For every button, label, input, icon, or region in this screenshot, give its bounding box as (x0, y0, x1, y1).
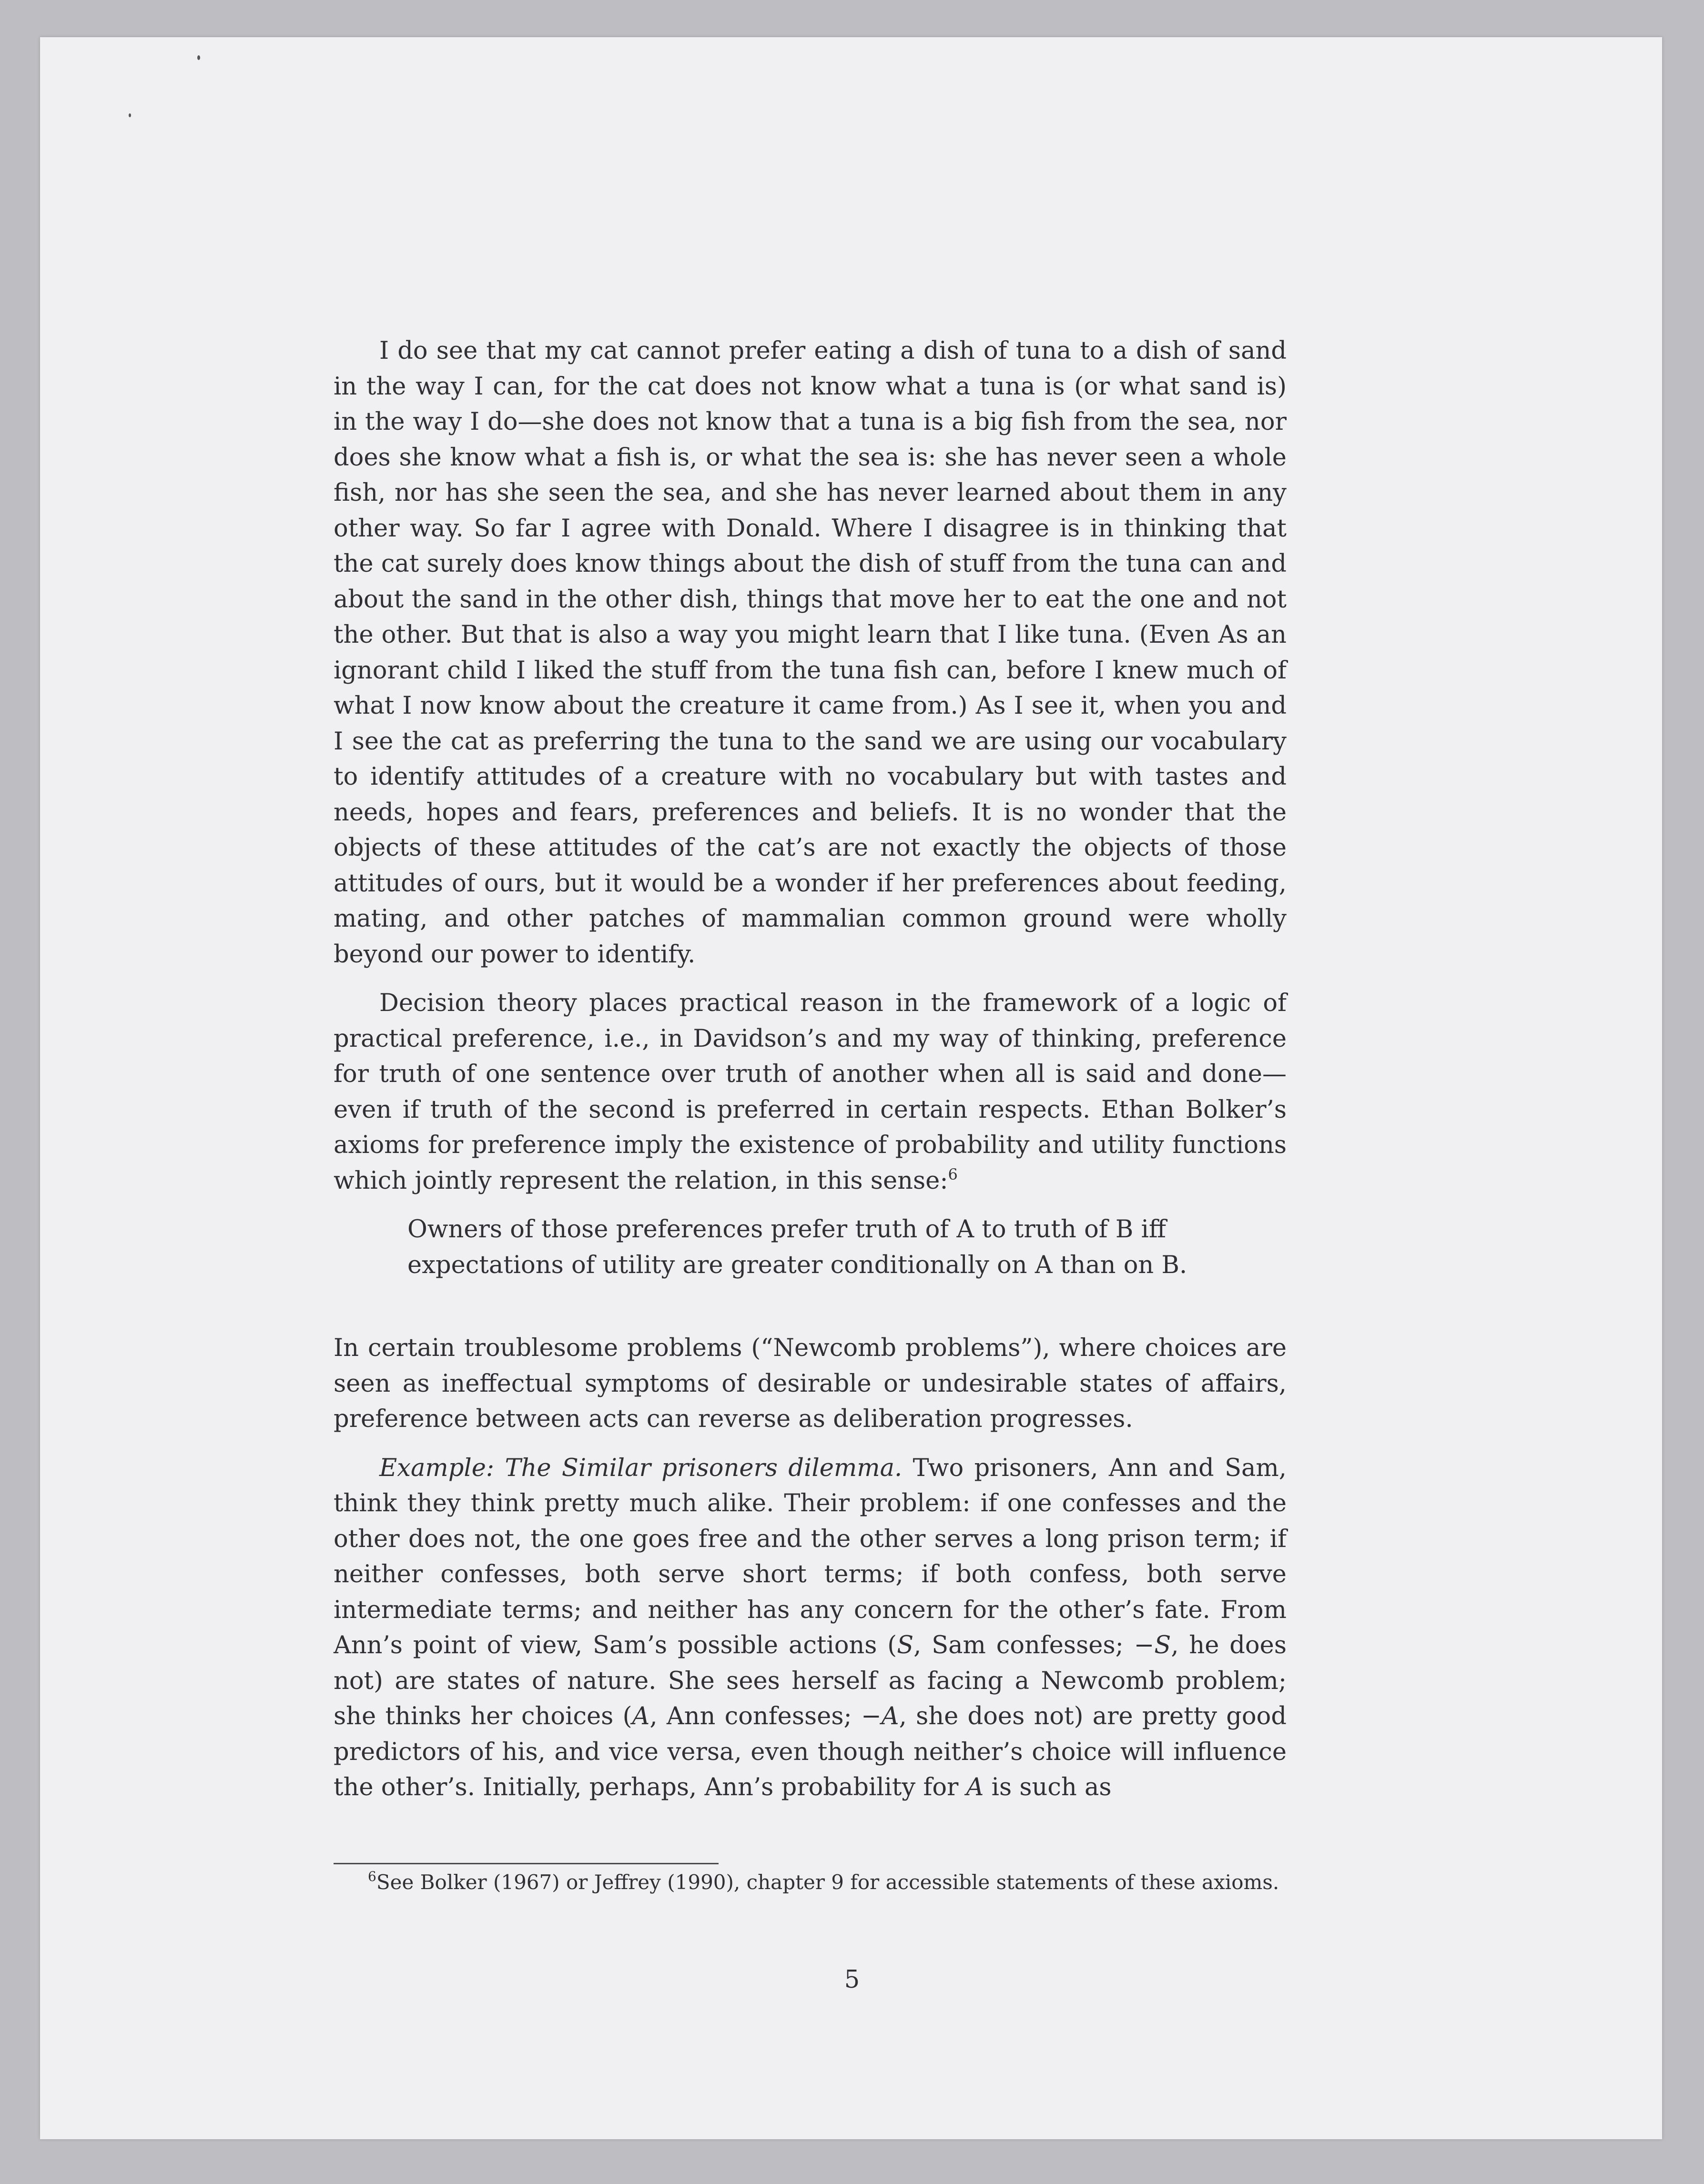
footnote (334, 1869, 1287, 1896)
footnote-mark: 6 (368, 1869, 376, 1884)
math-symbol: S (1154, 1631, 1171, 1659)
block-quote: Owners of those preferences prefer truth of A to truth of B iff expectations of utility are greater conditionally on A than on B. (407, 1215, 1187, 1279)
paragraph-prisoners-dilemma (334, 1451, 1287, 1806)
example-heading: Example: The Similar prisoners dilemma. (379, 1454, 903, 1482)
scan-speck (129, 113, 131, 117)
paragraph-decision-theory-text: Decision theory places practical reason in the framework of a logic of practical preference, i.e., in Davidson’s and my way of thinking, preference for truth of one sentence over truth of another when all is said and done—even if truth of the second is preferred in certain respects. Ethan Bolker’s axioms for preference imply the existence of probability and utility functions which jointly represent the relation, in this sense: (334, 989, 1287, 1195)
body-text (334, 334, 1287, 1806)
text-span: , Sam confesses; − (913, 1631, 1155, 1659)
math-symbol: A (966, 1773, 984, 1801)
math-symbol: S (897, 1631, 914, 1659)
text-span: is such as (984, 1773, 1112, 1801)
scan-speck (197, 55, 200, 60)
page-number: 5 (844, 1966, 860, 1994)
footnote-divider (334, 1863, 719, 1864)
paragraph-decision-theory (334, 986, 1287, 1199)
footnote-text: See Bolker (1967) or Jeffrey (1990), chapter 9 for accessible statements of these axioms. (376, 1871, 1279, 1894)
text-span: , she does not) are pretty good predictors of his, and vice versa, even though neither’s choice will influence the other’s. Initially, perhaps, Ann’s probability for (334, 1702, 1287, 1801)
text-span: , Ann confesses; − (649, 1702, 882, 1730)
text-span: , he does not) are states of nature. She sees herself as facing a Newcomb problem; she thinks her choices ( (334, 1631, 1287, 1730)
math-symbol: A (632, 1702, 650, 1730)
text-span: Two prisoners, Ann and Sam, think they think pretty much alike. Their problem: if one confesses and the other does not, the one goes free and the other serves a long prison term; if neither confesses, both serve short terms; if both confess, both serve intermediate terms; and neither has any concern for the other’s fate. From Ann’s point of view, Sam’s possible actions ( (334, 1454, 1287, 1659)
footnote-reference[interactable]: 6 (948, 1165, 958, 1183)
paragraph-cat-tuna: I do see that my cat cannot prefer eating a dish of tuna to a dish of sand in the way I can, for the cat does not know what a tuna is (or what sand is) in the way I do—she does not know that a tuna is a big fish from the sea, nor does she know what a fish is, or what the sea is: she has never seen a whole fish, nor has she seen the sea, and she has never learned about them in any other way. So far I agree with Donald. Where I disagree is in thinking that the cat surely does know things about the dish of stuff from the tuna can and about the sand in the other dish, things that move her to eat the one and not the other. But that is also a way you might learn that I like tuna. (Even As an ignorant child I liked the stuff from the tuna fish can, before I knew much of what I now know about the creature it came from.) As I see it, when you and I see the cat as preferring the tuna to the sand we are using our vocabulary to identify attitudes of a creature with no vocabulary but with tastes and needs, hopes and fears, preferences and beliefs. It is no wonder that the objects of these attitudes of the cat’s are not exactly the objects of those attitudes of ours, but it would be a wonder if her preferences about feeding, mating, and other patches of mammalian common ground were wholly beyond our power to identify. (334, 337, 1287, 969)
math-symbol: A (881, 1702, 899, 1730)
paragraph-newcomb: In certain troublesome problems (“Newcomb problems”), where choices are seen as ineffectual symptoms of desirable or undesirable states of affairs, preference between acts can reverse as deliberation progresses. (334, 1334, 1287, 1433)
